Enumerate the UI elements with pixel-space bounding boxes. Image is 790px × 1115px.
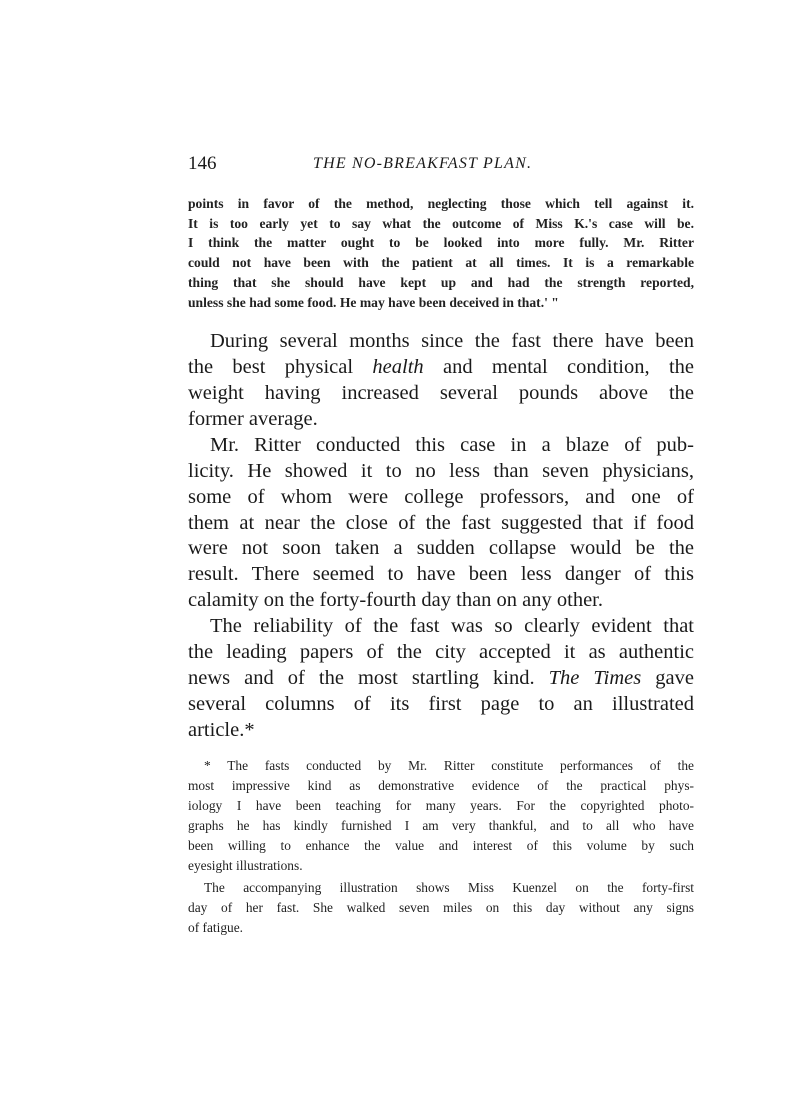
paragraph-2: [188, 433, 694, 614]
footnotes: [188, 756, 694, 938]
text-line: During several months since the fast there have been: [210, 330, 694, 353]
footnote-1: [188, 756, 694, 876]
text-segment: and mental condition, the: [423, 356, 694, 379]
text-line: result. There seemed to have been less danger of this: [188, 563, 694, 586]
footnote-line: graphs he has kindly furnished I am very thankful, and to all who have: [188, 817, 694, 833]
footnote-line: eyesight illustrations.: [188, 857, 303, 873]
footnote-line: of fatigue.: [188, 919, 244, 935]
quoted-passage: [188, 194, 694, 312]
text-line: [188, 355, 694, 381]
text-segment: the best physical: [188, 356, 373, 379]
text-line: some of whom were college professors, and one of: [188, 485, 694, 508]
text-line: licity. He showed it to no less than seven physicians,: [188, 459, 694, 482]
emphasis-the-times: The Times: [548, 667, 642, 689]
running-title: THE NO-BREAKFAST PLAN.: [313, 155, 533, 172]
emphasis-health: health: [372, 356, 424, 379]
footnote-line: * The fasts conducted by Mr. Ritter constitute performances of the: [204, 757, 694, 773]
body-text: [188, 329, 694, 744]
page-number: 146: [188, 153, 217, 174]
footnote-2: [188, 878, 694, 938]
text-line: were not soon taken a sudden collapse would be the: [188, 537, 694, 560]
text-line: calamity on the forty-fourth day than on any other.: [188, 589, 604, 612]
paragraph-1: [188, 329, 694, 433]
quote-line: could not have been with the patient at all times. It is a remarkable: [188, 255, 694, 271]
text-segment: news and of the most startling kind.: [188, 667, 549, 689]
quote-line: I think the matter ought to be looked into more fully. Mr. Ritter: [188, 235, 694, 251]
text-line: [188, 666, 694, 692]
footnote-line: day of her fast. She walked seven miles on this day without any signs: [188, 899, 694, 915]
text-line: The reliability of the fast was so clearly evident that: [210, 615, 694, 638]
footnote-line: The accompanying illustration shows Miss Kuenzel on the forty-first: [204, 879, 694, 895]
quote-line: points in favor of the method, neglecting those which tell against it.: [188, 196, 694, 211]
text-line: weight having increased several pounds above the: [188, 382, 694, 405]
text-line: former average.: [188, 407, 318, 430]
footnote-line: most impressive kind as demonstrative evidence of the practical phys-: [188, 777, 694, 793]
paragraph-3: [188, 614, 694, 744]
footnote-line: been willing to enhance the value and interest of this volume by such: [188, 837, 694, 853]
text-line: several columns of its first page to an illustrated: [188, 692, 694, 715]
footnote-line: iology I have been teaching for many years. For the copyrighted photo-: [188, 797, 694, 813]
text-line: Mr. Ritter conducted this case in a blaze of pub-: [210, 433, 694, 456]
text-segment: gave: [641, 667, 694, 689]
page-header: [188, 150, 694, 178]
quote-line: It is too early yet to say what the outcome of Miss K.'s case will be.: [188, 215, 694, 231]
quote-line: unless she had some food. He may have been deceived in that.' ": [188, 294, 559, 310]
quote-line: thing that she should have kept up and had the strength reported,: [188, 274, 694, 290]
text-line: the leading papers of the city accepted it as authentic: [188, 641, 694, 664]
text-line: them at near the close of the fast suggested that if food: [188, 511, 694, 534]
book-page: [188, 150, 694, 938]
text-line: article.*: [188, 718, 255, 741]
